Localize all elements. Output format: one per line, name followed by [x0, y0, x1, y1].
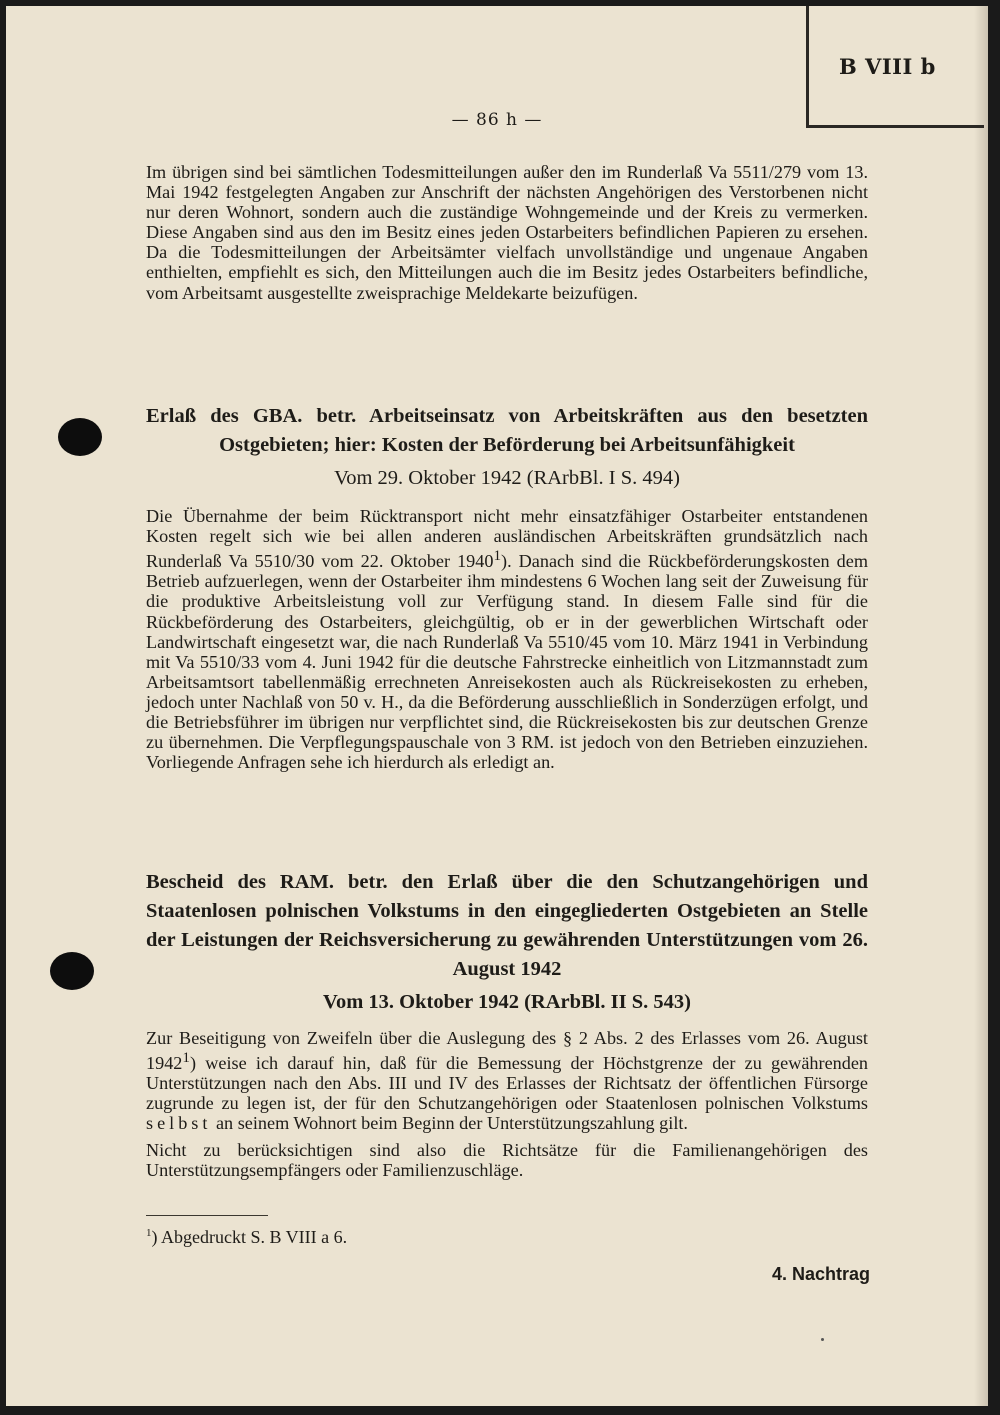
footnote-marker: 1 [146, 1227, 152, 1239]
section-gba-body [146, 506, 868, 772]
punch-hole-bottom [50, 952, 94, 990]
supplement-label: 4. Nachtrag [771, 1264, 870, 1284]
catalog-code: B VIII b [839, 54, 936, 79]
section-gba-date: Vom 29. Oktober 1942 (RArbBl. I S. 494) [334, 467, 680, 489]
footnote-rule [146, 1215, 268, 1216]
paper-speck [821, 1338, 824, 1341]
section-gba-title: Erlaß des GBA. betr. Arbeitseinsatz von Arbeitskräften aus den besetzten Ostgebieten; hier: Kosten der Beförderung bei Arbeitsunfähigkeit [146, 405, 868, 456]
section-ram-title: Bescheid des RAM. betr. den Erlaß über die den Schutzangehörigen und Staatenlosen polnischen Volkstums in den eingegliederten Ostgebieten an Stelle der Leistungen der Reichsversicherung zu gewährenden Unterstützungen vom 26. August 1942 [146, 871, 868, 980]
section-ram-body [146, 1028, 868, 1134]
section-ram [146, 868, 868, 1180]
footnote-ref: 1 [182, 1049, 190, 1067]
emphasis-selbst: selbst [146, 1113, 212, 1134]
punch-hole-top [58, 418, 102, 456]
section-ram-body-part1: Zur Beseitigung von Zweifeln über die Auslegung des § 2 Abs. 2 des Erlasses vom 26. August 1942 [146, 1028, 868, 1074]
section-gba-body-part1: Die Übernahme der beim Rücktransport nicht mehr einsatzfähiger Ostarbeiter entstandenen Kosten regelt sich wie bei allen anderen ausländischen Arbeitskräften grundsätzlich nach Runderlaß Va 5510/30 vom 22. Oktober 1940 [146, 506, 868, 572]
section-gba [146, 402, 868, 772]
document-page [6, 6, 988, 1406]
footnote-text: ) Abgedruckt S. B VIII a 6. [151, 1227, 348, 1247]
section-ram-body-part3: an seinem Wohnort beim Beginn der Unterstützungszahlung gilt. [211, 1113, 688, 1134]
section-ram-paragraph2: Nicht zu berücksichtigen sind also die Richtsätze für die Familienangehörigen des Unterstützungsempfängers oder Familienzuschläge. [146, 1139, 868, 1180]
footnote [146, 1227, 347, 1248]
intro-section [146, 162, 868, 303]
intro-paragraph: Im übrigen sind bei sämtlichen Todesmitteilungen außer den im Runderlaß Va 5511/279 vom 13. Mai 1942 festgelegten Angaben zur Anschrift der nächsten Angehörigen des Verstorbenen nicht nur deren Wohnort, sondern auch die zuständige Wohngemeinde und der Kreis zu vermerken. Diese Angaben sind aus den im Besitz eines jeden Ostarbeiters befindlichen Papieren zu ersehen. Da die Todesmitteilungen der Arbeitsämter vielfach unvollständige und ungenaue Angaben enthielten, empfiehlt es sich, den Mitteilungen auch die im Besitz jedes Ostarbeiters befindliche, vom Arbeitsamt ausgestellte zweisprachige Meldekarte beizufügen. [146, 162, 868, 303]
section-gba-body-part2: ). Danach sind die Rückbeförderungskosten dem Betrieb aufzuerlegen, wenn der Ostarbeiter ihm mindestens 6 Wochen lang seit der Zuweisung für die produktive Arbeitsleistung voll zur Verfügung stand. In diesem Falle sind für die Rückbeförderung des Ostarbeiters, gleichgültig, ob er in der gewerblichen Wirtschaft oder Landwirtschaft eingesetzt war, die nach Runderlaß Va 5510/45 vom 10. März 1941 in Verbindung mit Va 5510/33 vom 4. Juni 1942 für die deutsche Fahrstrecke einheitlich von Litzmannstadt zum Arbeitsamtsort tabellenmäßig errechneten Anreisekosten auch als Rückreisekosten zu erheben, jedoch unter Nachlaß von 50 v. H., da die Beförderung ausschließlich in Sonderzügen erfolgt, und die Betriebsführer im übrigen nur verpflichtet sind, die Rückreisekosten bis zur deutschen Grenze zu übernehmen. Die Verpflegungspauschale von 3 RM. ist jedoch von den Betrieben einzuziehen. Vorliegende Anfragen sehe ich hierdurch als erledigt an. [146, 551, 868, 773]
section-ram-date: Vom 13. Oktober 1942 (RArbBl. II S. 543) [323, 991, 691, 1013]
page-edge-shadow [974, 6, 988, 1406]
page-number: — 86 h — [451, 110, 543, 130]
footnote-ref: 1 [493, 547, 502, 565]
section-ram-body-part2: ) weise ich darauf hin, daß für die Bemessung der Höchstgrenze der zu gewährenden Unterstützungen nach den Abs. III und IV des Erlasses der Richtsatz der öffentlichen Fürsorge zugrunde zu legen ist, der für den Schutzangehörigen oder Staatenlosen polnischen Volkstums [146, 1053, 868, 1114]
